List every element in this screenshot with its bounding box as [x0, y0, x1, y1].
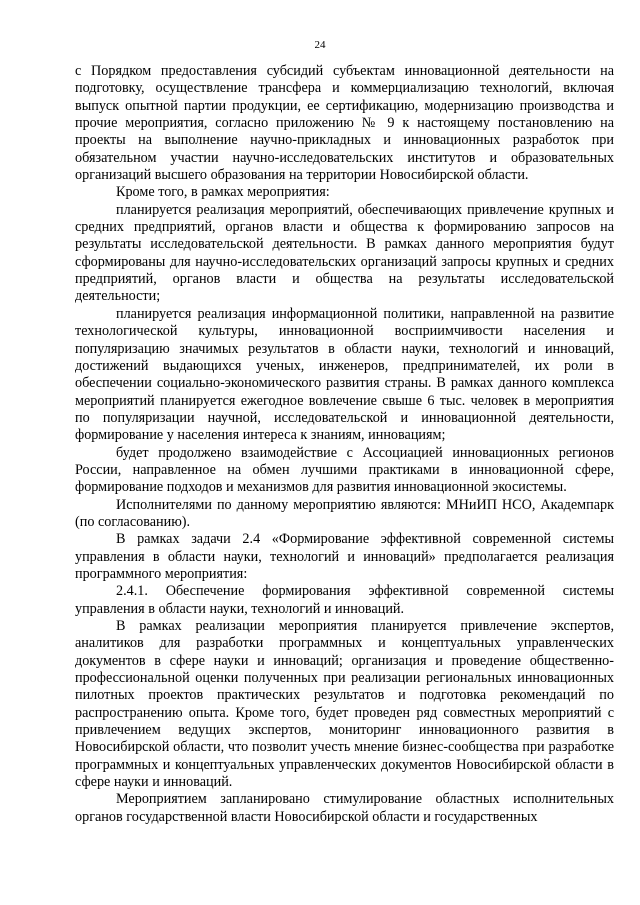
document-body: [75, 63, 614, 826]
paragraph-subsidies: с Порядком предоставления субсидий субъектам инновационной деятельности на подготовку, осуществление трансфера и коммерциализацию технологий, включая выпуск опытной партии продукции, ее сертификацию, модернизацию производства и прочие мероприятия, согласно приложению № 9 к настоящему постановлению на проекты на выполнение научно-прикладных и инновационных разработок при обязательном участии научно-исследовательских институтов и образовательных организаций высшего образования на территории Новосибирской области.: [75, 63, 614, 184]
paragraph-executors: Исполнителями по данному мероприятию являются: МНиИП НСО, Академпарк (по согласованию).: [75, 496, 614, 530]
paragraph-association: будет продолжено взаимодействие с Ассоциацией инновационных регионов России, направленное на обмен лучшими практиками в инновационной сфере, формирование подходов и механизмов для развития инновационной экосистемы.: [75, 444, 614, 496]
paragraph-task-2-4: В рамках задачи 2.4 «Формирование эффективной современной системы управления в области науки, технологий и инноваций» предполагается реализация программного мероприятия:: [75, 531, 614, 582]
paragraph-requests: планируется реализация мероприятий, обеспечивающих привлечение крупных и средних предприятий, органов власти и общества к формированию запросов на результаты исследовательской деятельности. В рамках данного мероприятия будут сформированы для научно-исследовательских организаций запросы крупных и средних предприятий, органов власти и общества на результаты исследовательской деятельности;: [75, 201, 614, 305]
paragraph-measure-2-4-1: 2.4.1. Обеспечение формирования эффективной современной системы управления в области науки, технологий и инноваций.: [75, 583, 614, 617]
paragraph-intro: Кроме того, в рамках мероприятия:: [116, 184, 330, 201]
paragraph-information-policy: планируется реализация информационной политики, направленной на развитие технологической культуры, инновационной восприимчивости населения и популяризацию значимых результатов в области науки, технологий и инноваций, достижений выдающихся ученых, инженеров, предпринимателей, их роли в обеспечении социально-экономического развития страны. В рамках данного комплекса мероприятий планируется ежегодное вовлечение свыше 6 тыс. человек в мероприятия по популяризации научной, исследовательской и инновационной деятельности, формирование у населения интереса к знаниям, инновациям;: [75, 305, 614, 444]
paragraph-stimulation: Мероприятием запланировано стимулирование областных исполнительных органов государственной власти Новосибирской области и государственных: [75, 791, 614, 825]
page-number: 24: [314, 39, 326, 51]
paragraph-experts: В рамках реализации мероприятия планируется привлечение экспертов, аналитиков для разработки программных и концептуальных управленческих документов в сфере науки и инноваций; организация и проведение общественно-профессиональной оценки полученных при реализации региональных инновационных пилотных проектов практических результатов и подготовка рекомендаций по распространению опыта. Кроме того, будет проведен ряд совместных мероприятий с привлечением ведущих экспертов, мониторинг инновационного развития в Новосибирской области, что позволит учесть мнение бизнес-сообщества при разработке программных и концептуальных управленческих документов Новосибирской области в сфере науки и инноваций.: [75, 618, 614, 791]
